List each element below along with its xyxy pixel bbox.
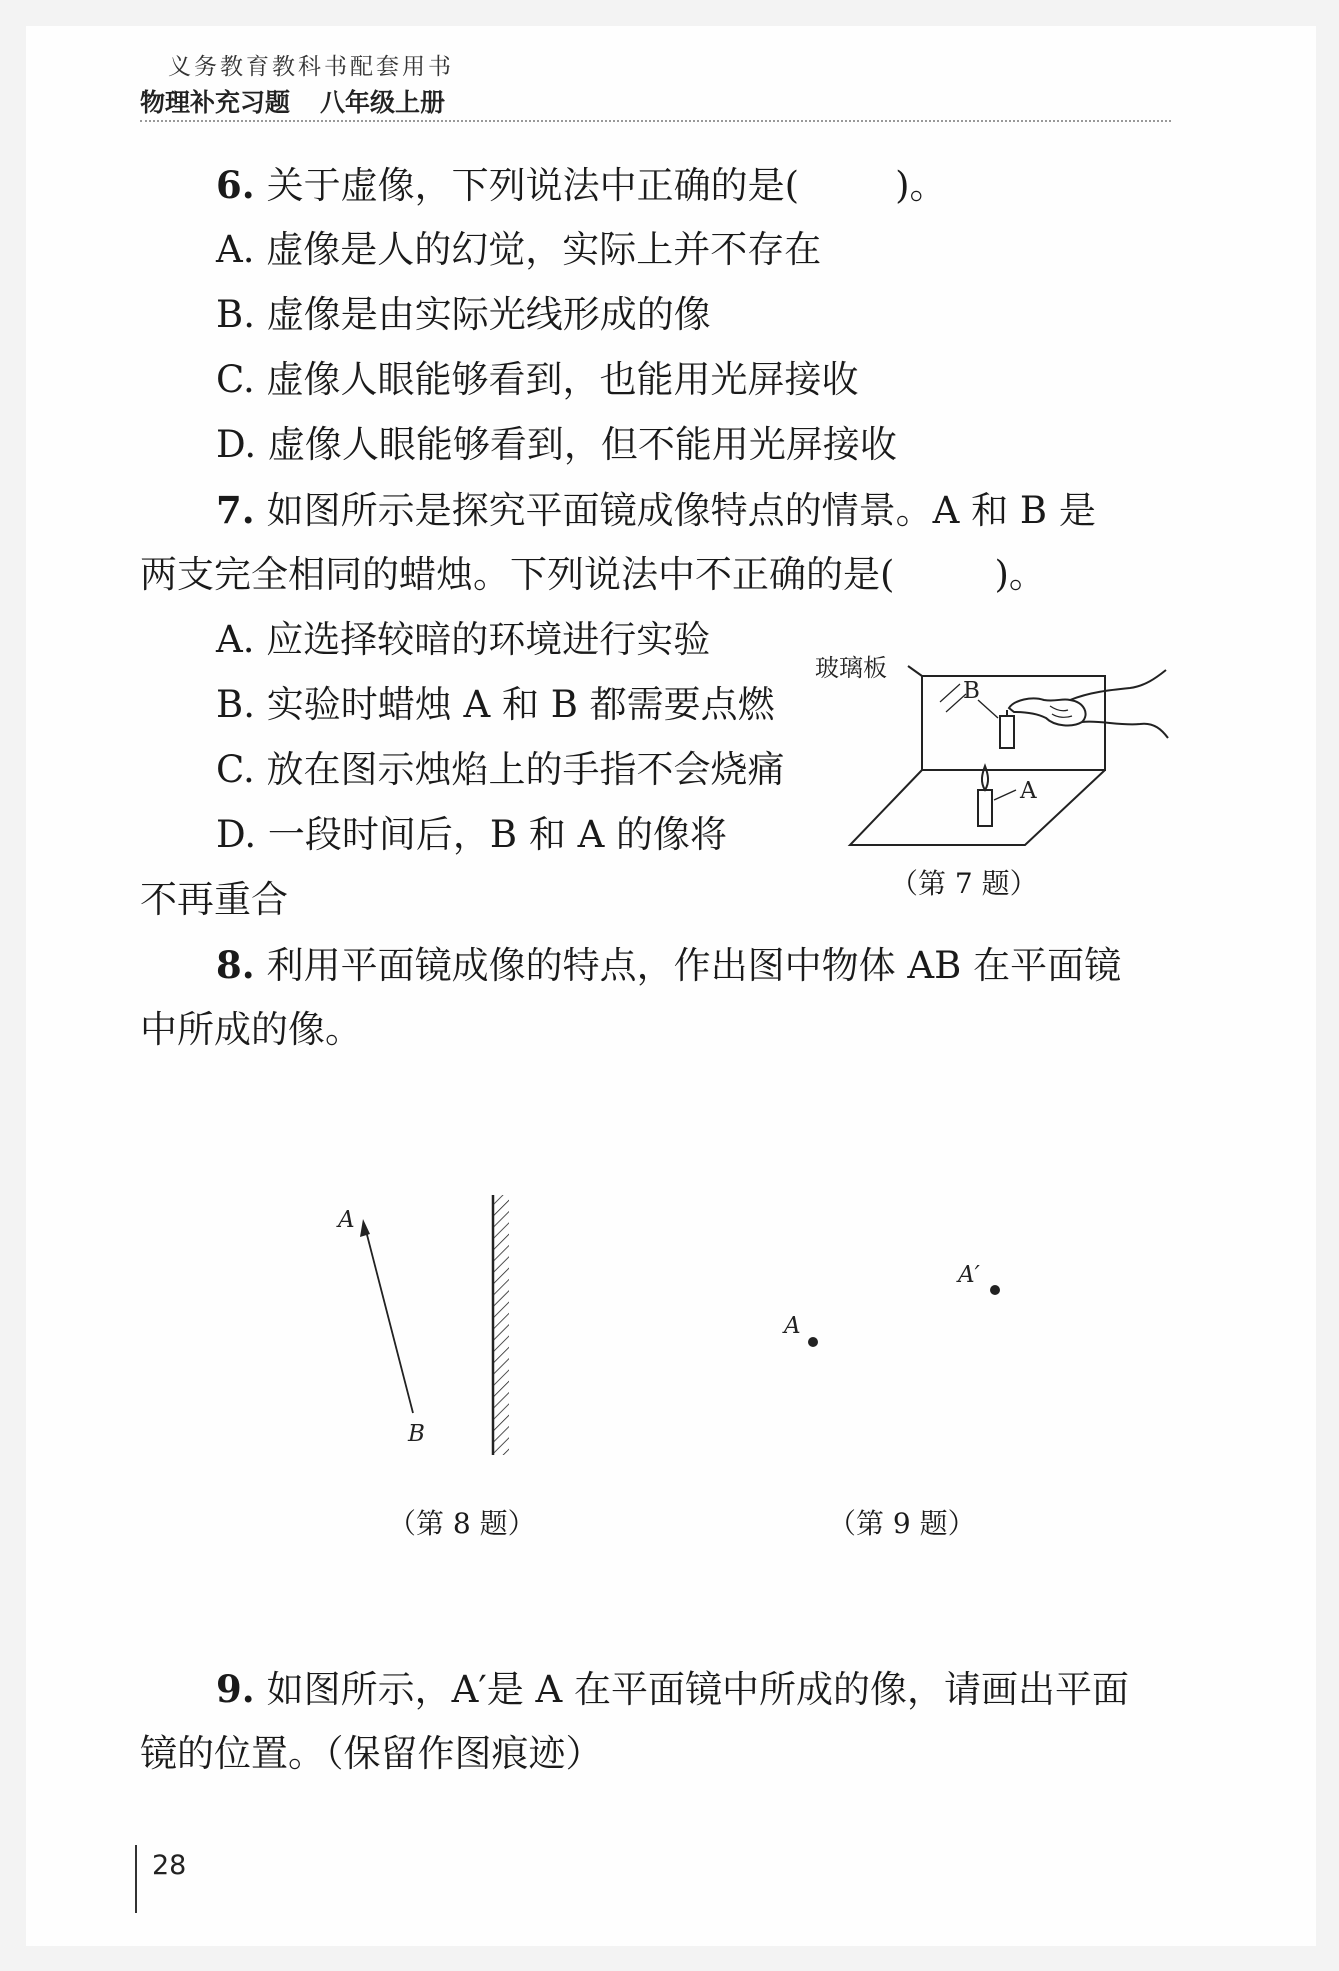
q8-stem-text1: 利用平面镜成像的特点，作出图中物体 AB 在平面镜 bbox=[266, 944, 1122, 987]
point-a bbox=[808, 1337, 818, 1347]
arm-line-top bbox=[1070, 670, 1166, 700]
q9-stem-text1: 如图所示，A′是 A 在平面镜中所成的像，请画出平面 bbox=[266, 1668, 1130, 1711]
q8-number: 8. bbox=[216, 943, 255, 987]
q9-stem-line1 bbox=[216, 1667, 1129, 1712]
q7-stem-end: )。 bbox=[994, 553, 1046, 596]
q8-caption: （第 8 题） bbox=[388, 1507, 536, 1540]
book-name: 物理补充习题 bbox=[140, 88, 291, 117]
q9-caption: （第 9 题） bbox=[828, 1507, 976, 1540]
page-number: 28 bbox=[152, 1850, 187, 1881]
glass-plate-leader bbox=[908, 666, 922, 676]
q6-stem bbox=[216, 163, 947, 208]
q6-stem-text: 关于虚像，下列说法中正确的是( bbox=[266, 164, 800, 207]
q8-stem-line2: 中所成的像。 bbox=[140, 1008, 362, 1051]
q6-option-a: A. 虚像是人的幻觉，实际上并不存在 bbox=[216, 228, 822, 271]
header-rule bbox=[140, 120, 1171, 122]
q7-figure bbox=[800, 640, 1190, 880]
q9-figure bbox=[770, 1250, 1030, 1370]
grade-name: 八年级上册 bbox=[320, 88, 446, 117]
label-a-prime: A′ bbox=[958, 1262, 980, 1288]
q7-option-c: C. 放在图示烛焰上的手指不会烧痛 bbox=[216, 748, 785, 791]
q7-number: 7. bbox=[216, 488, 255, 532]
q6-option-d: D. 虚像人眼能够看到，但不能用光屏接收 bbox=[216, 423, 897, 466]
q6-number: 6. bbox=[216, 163, 255, 207]
candle-a-leader bbox=[994, 790, 1016, 800]
q6-option-b: B. 虚像是由实际光线形成的像 bbox=[216, 293, 711, 336]
object-ab-line bbox=[365, 1227, 413, 1413]
glass-plate-label: 玻璃板 bbox=[815, 654, 887, 682]
candle-a bbox=[978, 790, 992, 826]
label-b: B bbox=[408, 1421, 425, 1447]
label-a-point: A bbox=[784, 1313, 801, 1339]
point-a-prime bbox=[990, 1285, 1000, 1295]
q8-stem-line1 bbox=[216, 943, 1121, 988]
candle-a-label: A bbox=[1020, 778, 1037, 804]
hand-icon bbox=[1009, 698, 1086, 725]
finger-lines bbox=[1050, 706, 1072, 717]
q7-caption: （第 7 题） bbox=[890, 867, 1038, 900]
q7-option-b: B. 实验时蜡烛 A 和 B 都需要点燃 bbox=[216, 683, 775, 726]
candle-b-leader bbox=[978, 700, 998, 718]
q9-stem-line2: 镜的位置。（保留作图痕迹） bbox=[140, 1732, 603, 1775]
q7-option-a: A. 应选择较暗的环境进行实验 bbox=[216, 618, 711, 661]
q7-stem-text1: 如图所示是探究平面镜成像特点的情景。A 和 B 是 bbox=[266, 489, 1096, 532]
q6-stem-end: )。 bbox=[895, 164, 947, 207]
mirror-hatch bbox=[493, 1195, 509, 1455]
book-title bbox=[140, 83, 445, 119]
arm-line-bottom bbox=[1082, 722, 1168, 738]
arrow-head-icon bbox=[360, 1219, 370, 1237]
q8-figure bbox=[320, 1185, 540, 1460]
q7-stem-line1 bbox=[216, 488, 1096, 533]
q6-option-c: C. 虚像人眼能够看到，也能用光屏接收 bbox=[216, 358, 859, 401]
series-title: 义务教育教科书配套用书 bbox=[168, 54, 454, 80]
q7-option-d-line2: 不再重合 bbox=[140, 878, 288, 921]
q7-stem-line2 bbox=[140, 553, 1046, 597]
candle-b-label: B bbox=[963, 678, 980, 704]
page-number-bar bbox=[135, 1845, 137, 1913]
q7-stem-text2: 两支完全相同的蜡烛。下列说法中不正确的是( bbox=[140, 553, 895, 596]
candle-b bbox=[1000, 716, 1014, 748]
q9-number: 9. bbox=[216, 1667, 255, 1711]
label-a: A bbox=[338, 1207, 355, 1233]
q7-option-d-line1: D. 一段时间后，B 和 A 的像将 bbox=[216, 813, 728, 856]
